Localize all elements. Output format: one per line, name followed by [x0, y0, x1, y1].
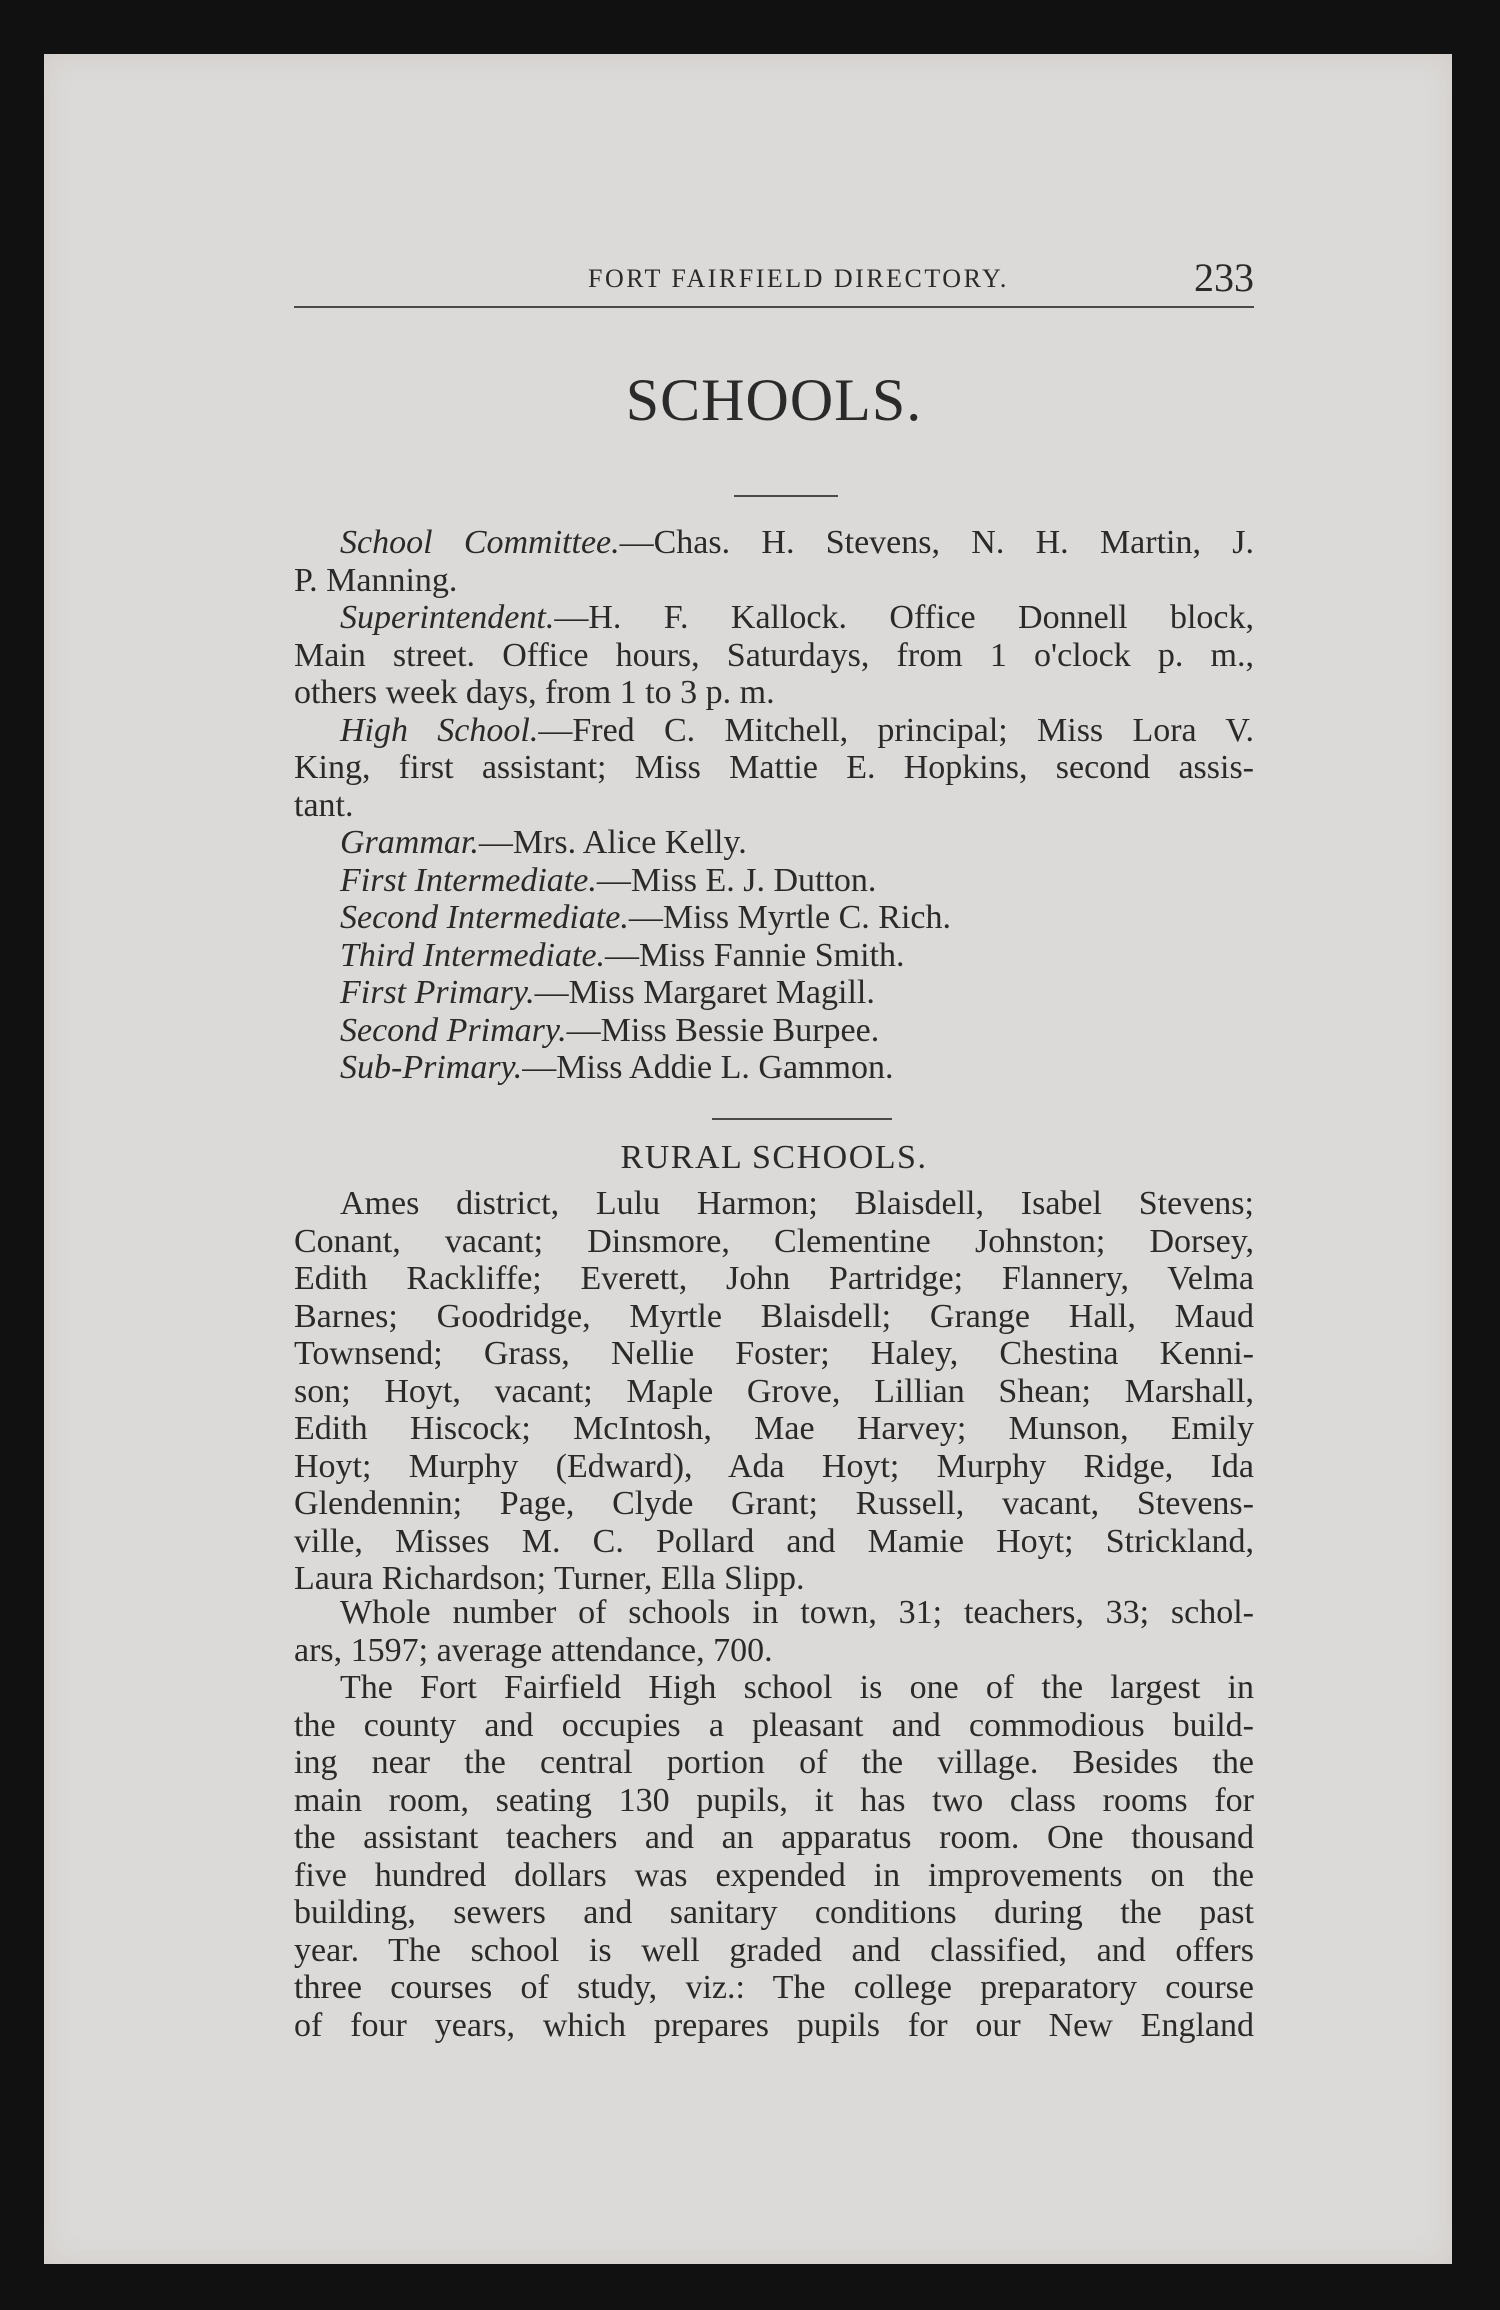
text-line: Laura Richardson; Turner, Ella Slipp.: [294, 1560, 805, 1597]
staff-names: —Miss E. J. Dutton.: [596, 861, 877, 899]
staff-line: [294, 524, 1254, 562]
staff-line: [294, 862, 1254, 900]
staff-names: —Miss Bessie Burpee.: [566, 1011, 880, 1049]
text-line: ars, 1597; average attendance, 700.: [294, 1631, 773, 1669]
staff-line: [294, 674, 1254, 712]
section-divider: [734, 495, 838, 497]
page-number: 233: [1194, 255, 1254, 300]
school-statistics-paragraph: [294, 1594, 1254, 1669]
staff-names: Main street. Office hours, Saturdays, from 1 o'clock p. m.,: [294, 636, 1254, 674]
staff-line: [294, 599, 1254, 637]
staff-role: First Intermediate.: [340, 861, 597, 899]
staff-names: P. Manning.: [294, 561, 458, 599]
text-line: Glendennin; Page, Clyde Grant; Russell, vacant, Stevens-: [294, 1485, 1254, 1522]
section-title: SCHOOLS.: [625, 367, 923, 433]
staff-role: Superintendent.: [340, 599, 555, 636]
text-line: Edith Hiscock; McIntosh, Mae Harvey; Munson, Emily: [294, 1410, 1254, 1447]
staff-line: [294, 824, 1254, 862]
text-line: building, sewers and sanitary conditions during the past: [294, 1894, 1254, 1931]
staff-role: First Primary.: [340, 974, 535, 1011]
text-line: Hoyt; Murphy (Edward), Ada Hoyt; Murphy Ridge, Ida: [294, 1447, 1254, 1485]
text-line: of four years, which prepares pupils for our New England: [294, 2006, 1254, 2044]
staff-line: [294, 974, 1254, 1012]
staff-names: King, first assistant; Miss Mattie E. Hopkins, second assis-: [294, 749, 1254, 786]
staff-role: School Committee.: [340, 524, 620, 561]
staff-names: —Chas. H. Stevens, N. H. Martin, J.: [619, 524, 1254, 561]
staff-role: High School.: [340, 711, 539, 749]
text-line: year. The school is well graded and classified, and offers: [294, 1931, 1254, 1969]
text-line: Ames district, Lulu Harmon; Blaisdell, Isabel Stevens;: [340, 1185, 1254, 1222]
staff-line: [294, 937, 1254, 975]
staff-role: Sub-Primary.: [340, 1049, 523, 1086]
text-line: ing near the central portion of the village. Besides the: [294, 1744, 1254, 1781]
section-divider: [712, 1118, 892, 1120]
staff-names: —Mrs. Alice Kelly.: [478, 824, 747, 861]
rural-schools-paragraph: [294, 1185, 1254, 1598]
staff-names: —Miss Myrtle C. Rich.: [628, 899, 951, 936]
text-line: main room, seating 130 pupils, it has two class rooms for: [294, 1781, 1254, 1819]
staff-names: —Miss Margaret Magill.: [534, 974, 875, 1011]
staff-line: [294, 1049, 1254, 1087]
staff-names: others week days, from 1 to 3 p. m.: [294, 674, 775, 711]
text-line: Whole number of schools in town, 31; teachers, 33; schol-: [340, 1594, 1254, 1631]
text-line: The Fort Fairfield High school is one of the largest in: [340, 1669, 1254, 1706]
staff-line: [294, 712, 1254, 750]
staff-line: [294, 787, 1254, 825]
staff-names: —Fred C. Mitchell, principal; Miss Lora V.: [538, 711, 1254, 749]
directory-page: [44, 54, 1452, 2264]
staff-line: [294, 637, 1254, 675]
staff-line: [294, 899, 1254, 937]
staff-role: Second Intermediate.: [340, 899, 629, 936]
text-line: the assistant teachers and an apparatus room. One thousand: [294, 1819, 1254, 1856]
running-head: [294, 255, 1254, 310]
staff-line: [294, 749, 1254, 787]
staff-names: tant.: [294, 786, 354, 824]
staff-line: [294, 1012, 1254, 1050]
staff-role: Third Intermediate.: [340, 936, 606, 974]
text-line: five hundred dollars was expended in improvements on the: [294, 1856, 1254, 1894]
text-line: three courses of study, viz.: The college preparatory course: [294, 1969, 1254, 2006]
text-line: Townsend; Grass, Nellie Foster; Haley, Chestina Kenni-: [294, 1335, 1254, 1372]
high-school-description-paragraph: [294, 1669, 1254, 2044]
staff-names: —Miss Fannie Smith.: [605, 936, 905, 974]
text-line: Conant, vacant; Dinsmore, Clementine Johnston; Dorsey,: [294, 1222, 1254, 1260]
staff-names: —H. F. Kallock. Office Donnell block,: [554, 599, 1254, 636]
school-staff-list: [294, 524, 1254, 1087]
text-line: son; Hoyt, vacant; Maple Grove, Lillian Shean; Marshall,: [294, 1372, 1254, 1410]
text-line: Edith Rackliffe; Everett, John Partridge; Flannery, Velma: [294, 1260, 1254, 1297]
staff-role: Grammar.: [340, 824, 479, 861]
text-line: the county and occupies a pleasant and commodious build-: [294, 1706, 1254, 1744]
text-line: Barnes; Goodridge, Myrtle Blaisdell; Grange Hall, Maud: [294, 1297, 1254, 1335]
running-title: FORT FAIRFIELD DIRECTORY.: [588, 264, 1009, 293]
text-line: ville, Misses M. C. Pollard and Mamie Hoyt; Strickland,: [294, 1522, 1254, 1560]
rural-schools-heading: RURAL SCHOOLS.: [620, 1139, 928, 1176]
staff-role: Second Primary.: [340, 1011, 567, 1049]
staff-line: [294, 562, 1254, 600]
header-rule: [294, 306, 1254, 308]
staff-names: —Miss Addie L. Gammon.: [522, 1049, 894, 1086]
